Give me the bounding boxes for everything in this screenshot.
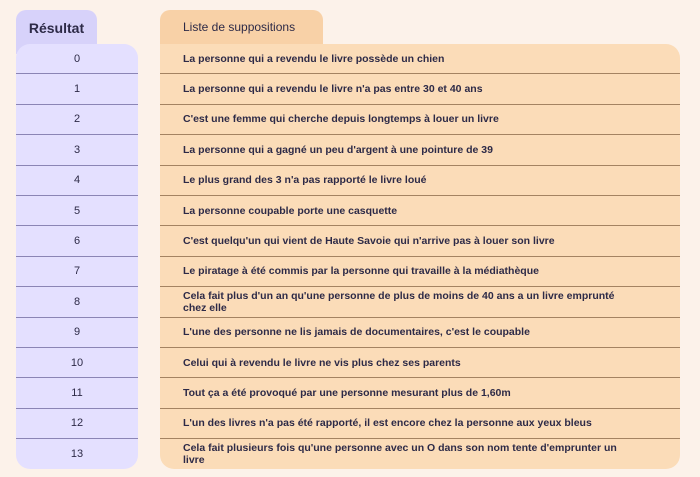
result-cell: 7 — [16, 257, 138, 287]
suppositions-column — [160, 44, 680, 469]
result-cell: 13 — [70, 448, 84, 461]
supposition-cell: L'une des personne ne lis jamais de documentaires, c'est le coupable — [160, 318, 680, 348]
result-cell: 9 — [16, 318, 138, 348]
result-cell: 2 — [16, 105, 138, 135]
result-cell: 1 — [16, 74, 138, 104]
result-cell: 12 — [16, 409, 138, 439]
result-cell: 0 — [16, 44, 138, 74]
suppositions-column-header: Liste de suppositions — [160, 10, 323, 54]
supposition-cell: Le plus grand des 3 n'a pas rapporté le livre loué — [160, 166, 680, 196]
supposition-cell: Cela fait plusieurs fois qu'une personne avec un O dans son nom tente d'emprunter un livre — [183, 442, 617, 467]
supposition-cell: La personne coupable porte une casquette — [160, 196, 680, 226]
supposition-cell: C'est une femme qui cherche depuis longtemps à louer un livre — [160, 105, 680, 135]
supposition-cell: Celui qui à revendu le livre ne vis plus chez ses parents — [160, 348, 680, 378]
supposition-cell: Le piratage à été commis par la personne qui travaille à la médiathèque — [160, 257, 680, 287]
result-cell: 10 — [16, 348, 138, 378]
supposition-cell: La personne qui a revendu le livre possède un chien — [160, 44, 680, 74]
result-cell: 11 — [16, 378, 138, 408]
result-column-header: Résultat — [16, 10, 97, 54]
result-cell: 3 — [16, 135, 138, 165]
supposition-cell: Tout ça a été provoqué par une personne mesurant plus de 1,60m — [160, 378, 680, 408]
result-cell: 6 — [16, 226, 138, 256]
supposition-cell: Cela fait plus d'un an qu'une personne de plus de moins de 40 ans a un livre emprunté chez elle — [160, 287, 680, 317]
result-cell: 8 — [16, 287, 138, 317]
supposition-cell: La personne qui a gagné un peu d'argent à une pointure de 39 — [160, 135, 680, 165]
result-column — [16, 44, 138, 469]
result-cell: 5 — [16, 196, 138, 226]
supposition-cell: C'est quelqu'un qui vient de Haute Savoie qui n'arrive pas à louer son livre — [160, 226, 680, 256]
supposition-cell: L'un des livres n'a pas été rapporté, il est encore chez la personne aux yeux bleus — [160, 409, 680, 439]
result-cell: 4 — [16, 166, 138, 196]
supposition-cell: La personne qui a revendu le livre n'a pas entre 30 et 40 ans — [160, 74, 680, 104]
